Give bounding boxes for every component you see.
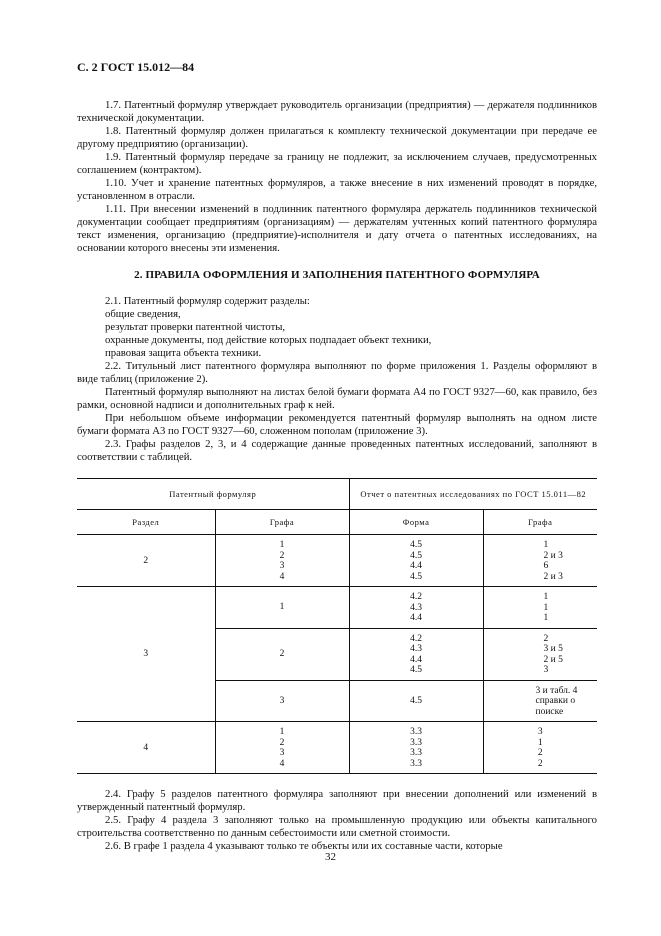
correspondence-table (77, 478, 597, 774)
table-cell-forma: 4.2 4.3 4.4 4.5 (349, 628, 483, 680)
list-item: результат проверки патентной чистоты, (105, 321, 286, 333)
section-2-continuation (77, 788, 597, 853)
table-cell-grafa-report: 3 1 2 2 (483, 722, 597, 774)
paragraph-2-4: 2.4. Графу 5 разделов патентного формуляра заполняют при внесении дополнений или изменений в утвержденный патентный формуляр. (77, 788, 597, 813)
table-cell-razdel: 4 (143, 742, 149, 753)
paragraph-1-9: 1.9. Патентный формуляр передаче за границу не подлежит, за исключением случаев, предусмотренных соглашением (контрактом). (77, 151, 597, 176)
section-2-body (77, 295, 597, 464)
table-cell-grafa-report: 1 2 и 3 6 2 и 3 (483, 535, 597, 587)
paragraph-format-a3: При небольшом объеме информации рекомендуется патентный формуляр выполнять на одном листе бумаги формата А3 по ГОСТ 9327—60, сложенном пополам (приложение 3). (77, 412, 597, 437)
paragraph-1-8: 1.8. Патентный формуляр должен прилагаться к комплекту технической документации при передаче ее другому предприятию (организации). (77, 125, 597, 150)
page-header: С. 2 ГОСТ 15.012—84 (77, 60, 195, 74)
table-row (77, 535, 597, 587)
list-item: общие сведения, (105, 308, 181, 320)
paragraph-2-3: 2.3. Графы разделов 2, 3, и 4 содержащие данные проведенных патентных исследований, заполняют в соответствии с таблицей. (77, 438, 597, 463)
table-cell-grafa-report: 1 1 1 (483, 587, 597, 629)
table-cell-grafa-report: 2 3 и 5 2 и 5 3 (483, 628, 597, 680)
document-page (77, 60, 597, 853)
table-group-patent-form: Патентный формуляр (169, 489, 257, 499)
table-header-razdel: Раздел (132, 517, 160, 527)
paragraph-format-a4: Патентный формуляр выполняют на листах белой бумаги формата А4 по ГОСТ 9327—60, как правило, без рамки, основной надписи и дополнительных граф к ней. (77, 386, 597, 411)
table-cell-grafa: 1 (215, 587, 349, 629)
page-number: 32 (325, 851, 336, 863)
paragraph-2-5: 2.5. Графу 4 раздела 3 заполняют только на промышленную продукцию или объекты капитального строительства соответственно по данным себестоимости или сметной стоимости. (77, 814, 597, 839)
paragraph-2-1: 2.1. Патентный формуляр содержит разделы: (105, 295, 310, 307)
paragraph-2-2: 2.2. Титульный лист патентного формуляра выполняют по форме приложения 1. Разделы оформляют в виде таблиц (приложение 2). (77, 360, 597, 385)
table-row (77, 722, 597, 774)
table-header-forma: Форма (349, 510, 483, 535)
table-cell-razdel: 2 (143, 555, 149, 566)
table-cell-grafa: 3 (215, 680, 349, 722)
paragraph-1-10: 1.10. Учет и хранение патентных формуляров, а также внесение в них изменений проводят в порядке, установленном в отрасли. (77, 177, 597, 202)
list-item: правовая защита объекта техники. (105, 347, 262, 359)
table-cell-razdel: 3 (143, 649, 149, 659)
table-cell-forma: 4.5 (349, 680, 483, 722)
table-cell-forma: 3.3 3.3 3.3 3.3 (349, 722, 483, 774)
table-cell-forma: 4.5 4.5 4.4 4.5 (349, 535, 483, 587)
table-group-report: Отчет о патентных исследованиях по ГОСТ 15.011—82 (349, 479, 597, 510)
paragraph-1-11: 1.11. При внесении изменений в подлинник патентного формуляра держатель подлинников технической документации сообщает предприятиям (организациям) — держателям учтенных копий патентного формуляра текст изменения, организацию (предприятие)-исполнителя и дату отчета о патентных исследованиях, на основании которого внесены эти изменения. (77, 203, 597, 254)
table-cell-grafa: 2 (215, 628, 349, 680)
section-2-title: 2. ПРАВИЛА ОФОРМЛЕНИЯ И ЗАПОЛНЕНИЯ ПАТЕНТНОГО ФОРМУЛЯРА (134, 269, 540, 281)
table-header-grafa-report: Графа (483, 510, 597, 535)
paragraph-1-7: 1.7. Патентный формуляр утверждает руководитель организации (предприятия) — держателя подлинников технической документации. (77, 99, 597, 124)
table-cell-grafa: 1 2 3 4 (215, 535, 349, 587)
table-row (77, 587, 597, 629)
table-header-grafa: Графа (215, 510, 349, 535)
table-cell-forma: 4.2 4.3 4.4 (349, 587, 483, 629)
section-1-continuation (77, 99, 597, 255)
list-item: охранные документы, под действие которых подпадает объект техники, (105, 334, 432, 346)
table-cell-grafa: 1 2 3 4 (215, 722, 349, 774)
table-cell-grafa-report: 3 и табл. 4 справки о поиске (483, 680, 597, 722)
paragraph-2-6: 2.6. В графе 1 раздела 4 указывают только те объекты или их составные части, которые (105, 840, 503, 852)
